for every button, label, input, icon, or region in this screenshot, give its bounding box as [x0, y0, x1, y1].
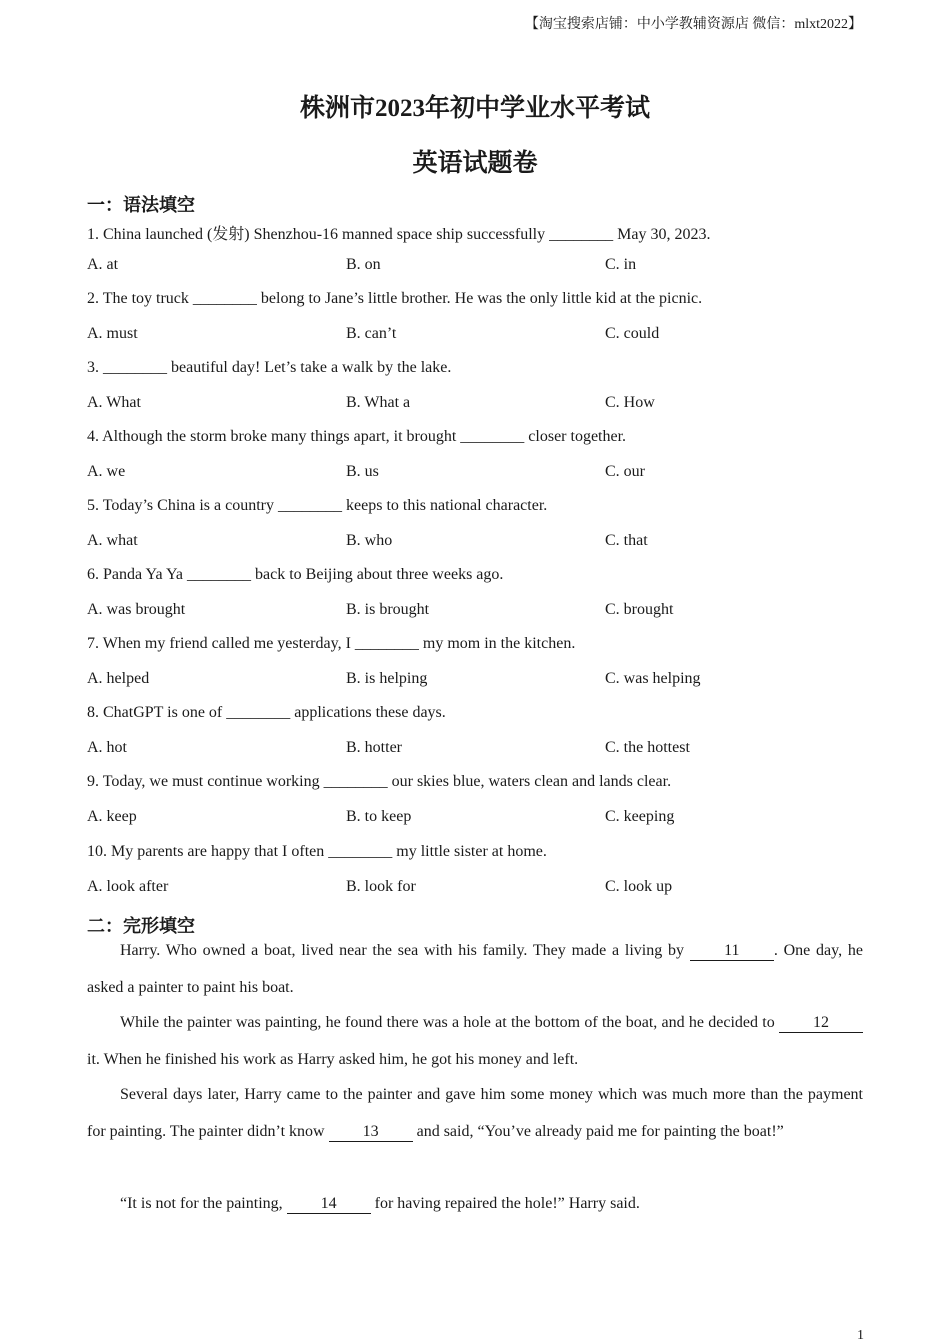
- option-b: B. What a: [346, 394, 411, 411]
- question-stem: 1. China launched (发射) Shenzhou-16 manned space ship successfully ________ May 30, 2023.: [87, 226, 711, 243]
- question-stem: 8. ChatGPT is one of ________ applications these days.: [87, 704, 446, 721]
- cloze-paragraph-3: [87, 1076, 863, 1150]
- cloze-text: for having repaired the hole!” Harry said.: [370, 1195, 640, 1212]
- cloze-blank-13: 13: [329, 1123, 413, 1142]
- option-a: A. was brought: [87, 601, 186, 618]
- option-c: C. was helping: [605, 670, 701, 687]
- cloze-paragraph-4: [87, 1185, 863, 1222]
- option-c: C. in: [605, 256, 637, 273]
- option-b: B. is brought: [346, 601, 430, 618]
- question-stem: 10. My parents are happy that I often ________ my little sister at home.: [87, 843, 547, 860]
- option-a: A. must: [87, 325, 138, 342]
- option-a: A. What: [87, 394, 141, 411]
- option-a: A. look after: [87, 878, 169, 895]
- option-c: C. could: [605, 325, 660, 342]
- option-c: C. that: [605, 532, 648, 549]
- option-a: A. at: [87, 256, 119, 273]
- option-b: B. who: [346, 532, 393, 549]
- option-b: B. can’t: [346, 325, 397, 342]
- question-stem: 7. When my friend called me yesterday, I ________ my mom in the kitchen.: [87, 635, 576, 652]
- cloze-text: and said, “You’ve already paid me for painting the boat!”: [412, 1123, 784, 1140]
- page-number: 1: [857, 1328, 864, 1343]
- question-stem: 9. Today, we must continue working ________ our skies blue, waters clean and lands clear.: [87, 773, 672, 790]
- option-c: C. brought: [605, 601, 674, 618]
- section-heading-cloze: 二：完形填空: [87, 916, 195, 936]
- exam-subtitle: 英语试题卷: [412, 150, 538, 177]
- cloze-text: . One day, he asked a painter to paint his boat.: [87, 942, 863, 996]
- cloze-blank-12: 12: [779, 1014, 863, 1033]
- question-stem: 5. Today’s China is a country ________ keeps to this national character.: [87, 497, 548, 514]
- option-b: B. look for: [346, 878, 416, 895]
- cloze-text: it. When he finished his work as Harry asked him, he got his money and left.: [87, 1051, 579, 1068]
- option-a: A. helped: [87, 670, 150, 687]
- option-b: B. is helping: [346, 670, 428, 687]
- option-c: C. look up: [605, 878, 673, 895]
- option-c: C. How: [605, 394, 655, 411]
- cloze-paragraph-2: [87, 1004, 863, 1078]
- option-c: C. the hottest: [605, 739, 690, 756]
- option-c: C. our: [605, 463, 645, 480]
- option-c: C. keeping: [605, 808, 675, 825]
- section-heading-grammar: 一：语法填空: [87, 195, 195, 215]
- option-b: B. on: [346, 256, 381, 273]
- option-a: A. keep: [87, 808, 137, 825]
- option-b: B. hotter: [346, 739, 402, 756]
- option-b: B. to keep: [346, 808, 412, 825]
- header-note: 【淘宝搜索店铺：中小学教辅资源店 微信：mlxt2022】: [524, 17, 862, 32]
- cloze-text: Several days later, Harry came to the painter and gave him some money which was much more than the payment for painting. The painter didn’t know: [87, 1086, 863, 1140]
- cloze-blank-11: 11: [690, 942, 774, 961]
- question-stem: 2. The toy truck ________ belong to Jane’s little brother. He was the only little kid at the picnic.: [87, 290, 703, 307]
- question-stem: 4. Although the storm broke many things apart, it brought ________ closer together.: [87, 428, 627, 445]
- question-stem: 3. ________ beautiful day! Let’s take a walk by the lake.: [87, 359, 452, 376]
- exam-title: 株洲市2023年初中学业水平考试: [299, 95, 650, 122]
- question-stem: 6. Panda Ya Ya ________ back to Beijing about three weeks ago.: [87, 566, 504, 583]
- cloze-blank-14: 14: [287, 1195, 371, 1214]
- option-a: A. we: [87, 463, 126, 480]
- option-a: A. what: [87, 532, 138, 549]
- cloze-text: Harry. Who owned a boat, lived near the sea with his family. They made a living by: [120, 942, 690, 959]
- cloze-text: While the painter was painting, he found there was a hole at the bottom of the boat, and he decided to: [120, 1014, 779, 1031]
- option-a: A. hot: [87, 739, 127, 756]
- cloze-paragraph-1: [87, 932, 863, 1006]
- cloze-text: “It is not for the painting,: [120, 1195, 287, 1212]
- option-b: B. us: [346, 463, 379, 480]
